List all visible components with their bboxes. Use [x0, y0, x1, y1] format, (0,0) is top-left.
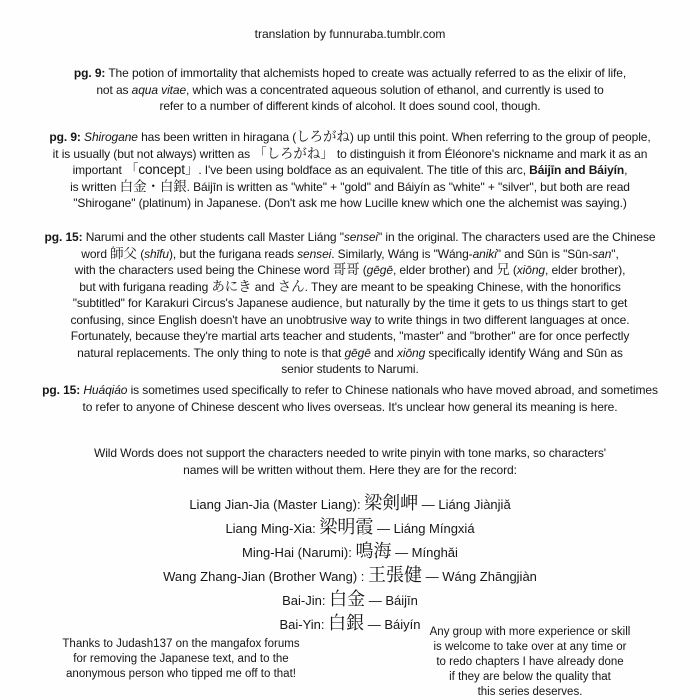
text-segment: san: [592, 246, 612, 261]
text-line: [61, 667, 301, 682]
text-segment: 哥哥: [332, 262, 360, 277]
text-segment: if they are below the quality that: [449, 671, 611, 683]
text-segment: refer to a number of different kinds of alcohol. It does sound cool, though.: [159, 99, 541, 113]
text-line: [61, 652, 301, 667]
text-segment: confusing, since English doesn't have an unobtrusive way to write things in two different languages at once.: [70, 312, 630, 327]
text-segment: — Báijīn: [365, 593, 418, 608]
text-segment: "subtitled" for Karakuri Circus's Japanese audience, but naturally by the time it gets to us things start to get: [72, 296, 628, 310]
text-segment: ",: [611, 246, 619, 261]
text-segment: names will be written without them. Here they are for the record:: [183, 463, 517, 477]
text-segment: . I've been using boldface as an equivalent. The title of this arc,: [198, 163, 530, 177]
text-segment: sensei: [343, 230, 378, 244]
text-segment: " and Sūn is "Sūn-: [496, 246, 593, 261]
text-line: [0, 279, 700, 296]
text-line: [0, 445, 700, 462]
text-segment: Thanks to Judash137 on the mangafox forums: [62, 638, 300, 650]
text-line: [0, 564, 700, 588]
text-segment: — Wáng Zhāngjiàn: [422, 569, 537, 584]
text-line: [420, 625, 640, 640]
credit-line: translation by funnuraba.tumblr.com: [254, 27, 446, 41]
text-segment: Bai-Yin:: [279, 617, 329, 632]
text-segment: and: [251, 279, 278, 294]
text-segment: Báijīn and Báiyín: [529, 163, 625, 177]
text-line: [0, 65, 700, 82]
text-segment: Liang Ming-Xia:: [225, 521, 320, 536]
text-segment: , elder brother) and: [392, 263, 497, 277]
text-segment: Liang Jian-Jia (Master Liang):: [189, 497, 365, 512]
text-segment: Any group with more experience or skill: [429, 626, 631, 638]
text-segment: 白金: [329, 589, 366, 609]
text-segment: not as: [96, 82, 132, 97]
text-segment: Bai-Jin:: [282, 593, 330, 608]
text-segment: — Liáng Míngxiá: [373, 521, 475, 536]
text-line: [0, 146, 700, 163]
text-segment: 王張健: [368, 565, 423, 585]
text-segment: " in the original. The characters used are the Chinese: [378, 230, 656, 244]
text-segment: 白金・白銀: [119, 178, 187, 194]
note-pg15-huaqiao: [0, 382, 700, 415]
text-segment: xiōng: [516, 263, 545, 277]
text-segment: — Liáng Jiànjiǎ: [418, 497, 511, 512]
text-segment: to refer to anyone of Chinese descent who lives overseas. It's unclear how general its meaning is here.: [82, 399, 618, 414]
text-segment: pg. 9:: [49, 130, 81, 144]
text-segment: しろがね: [296, 129, 350, 144]
text-segment: aniki: [472, 246, 497, 261]
text-segment: is welcome to take over at any time or: [433, 641, 627, 653]
text-line: [0, 399, 700, 416]
text-line: [0, 382, 700, 399]
text-line: [0, 345, 700, 362]
text-segment: 白銀: [328, 613, 365, 633]
text-segment: The potion of immortality that alchemists hoped to create was actually referred to as the elixir of life,: [105, 66, 627, 80]
text-line: [0, 540, 700, 564]
text-line: [0, 195, 700, 212]
text-segment: Ming-Hai (Narumi):: [242, 545, 356, 560]
text-segment: gēgē: [344, 345, 371, 360]
text-segment: has been written in hiragana (: [137, 130, 297, 144]
note-pg9-shirogane: [0, 129, 700, 212]
text-segment: to redo chapters I have already done: [436, 656, 624, 668]
text-line: [0, 262, 700, 279]
text-segment: Shirogane: [84, 130, 138, 144]
text-segment: is written: [70, 179, 120, 194]
text-segment: aqua vitae: [131, 82, 187, 97]
text-segment: Huáqiáo: [83, 383, 128, 397]
text-segment: 「concept」: [124, 162, 199, 177]
text-segment: 梁明霞: [319, 517, 374, 537]
text-segment: , elder brother),: [544, 263, 626, 277]
text-segment: xiōng: [396, 345, 426, 360]
text-segment: 師父: [110, 245, 137, 261]
text-segment: 「しろがね」: [253, 145, 334, 161]
note-pg9-elixir-of-life: [0, 65, 700, 115]
text-segment: . Similarly, Wáng is "Wáng-: [331, 246, 473, 261]
text-segment: ,: [624, 163, 628, 177]
text-segment: 鳴海: [355, 541, 392, 561]
text-segment: important: [72, 163, 125, 177]
text-line: [0, 295, 700, 312]
text-segment: senior students to Narumi.: [281, 362, 419, 376]
text-segment: is sometimes used specifically to refer to Chinese nationals who have moved abroad, and sometimes: [127, 383, 658, 397]
text-segment: sensei: [297, 246, 332, 261]
text-line: [0, 588, 700, 612]
text-line: [61, 637, 301, 652]
text-segment: ) up until this point. When referring to the group of people,: [349, 130, 651, 144]
text-segment: , which was a concentrated aqueous solution of ethanol, and currently is used to: [186, 82, 604, 97]
text-segment: . Báijīn is written as "white" + "gold" and Báiyín as "white" + "silver", but both are read: [186, 179, 630, 194]
text-segment: pg. 15:: [44, 230, 83, 244]
text-line: [0, 312, 700, 329]
text-segment: specifically identify Wáng and Sūn as: [425, 345, 623, 360]
recruitment-note: [420, 625, 640, 700]
text-line: [420, 640, 640, 655]
text-segment: with the characters used being the Chinese word: [74, 263, 333, 277]
text-line: [420, 685, 640, 700]
text-segment: word: [81, 246, 111, 261]
text-segment: あにき: [211, 278, 252, 294]
text-segment: さん: [277, 278, 305, 294]
text-segment: 梁剣岬: [364, 493, 419, 513]
text-segment: it is usually (but not always) written as: [52, 146, 254, 161]
text-line: [0, 229, 700, 246]
text-line: [420, 670, 640, 685]
text-segment: — Báiyín: [364, 617, 421, 632]
text-segment: shīfu: [144, 246, 169, 261]
text-segment: "Shirogane" (platinum) in Japanese. (Don't ask me how Lucille knew which one the alchemist was saying.): [73, 196, 627, 210]
font-limitation-note: [0, 445, 700, 479]
text-line: [420, 655, 640, 670]
text-segment: but with furigana reading: [79, 279, 212, 294]
text-segment: ), but the furigana reads: [168, 246, 298, 261]
text-segment: and: [370, 345, 397, 360]
text-line: [0, 462, 700, 479]
character-name-list: [0, 492, 700, 636]
text-segment: Wild Words does not support the characters needed to write pinyin with tone marks, so characters': [94, 446, 606, 460]
text-line: [0, 516, 700, 540]
note-pg15-sensei-honorifics: [0, 229, 700, 378]
text-line: [0, 98, 700, 115]
text-line: [0, 246, 700, 263]
text-segment: — Mínghǎi: [391, 545, 458, 560]
text-segment: to distinguish it from Éléonore's nickname and mark it as an: [333, 146, 648, 161]
text-segment: (: [509, 263, 517, 277]
text-segment: . They are meant to be speaking Chinese, with the honorifics: [304, 279, 621, 294]
text-line: [0, 179, 700, 196]
thanks-note: [61, 637, 301, 682]
text-line: [0, 492, 700, 516]
text-segment: anonymous person who tipped me off to that!: [66, 668, 296, 680]
text-segment: gēgē: [366, 263, 393, 277]
text-segment: for removing the Japanese text, and to the: [73, 653, 289, 665]
text-line: [0, 82, 700, 99]
text-segment: pg. 15:: [42, 383, 81, 397]
text-line: [0, 361, 700, 378]
text-segment: pg. 9:: [73, 66, 106, 80]
text-segment: 兄: [496, 262, 510, 277]
text-line: [0, 162, 700, 179]
text-segment: Fortunately, because they're martial arts teacher and students, "master" and "brother" are for once perfectly: [70, 329, 630, 343]
text-segment: this series deserves.: [477, 686, 583, 698]
text-segment: Wang Zhang-Jian (Brother Wang) :: [163, 569, 369, 584]
text-line: [0, 328, 700, 345]
text-segment: (: [359, 263, 367, 277]
text-line: [0, 129, 700, 146]
text-segment: natural replacements. The only thing to note is that: [77, 345, 345, 360]
text-segment: Narumi and the other students call Master Liáng ": [82, 230, 344, 244]
text-segment: (: [136, 246, 145, 261]
